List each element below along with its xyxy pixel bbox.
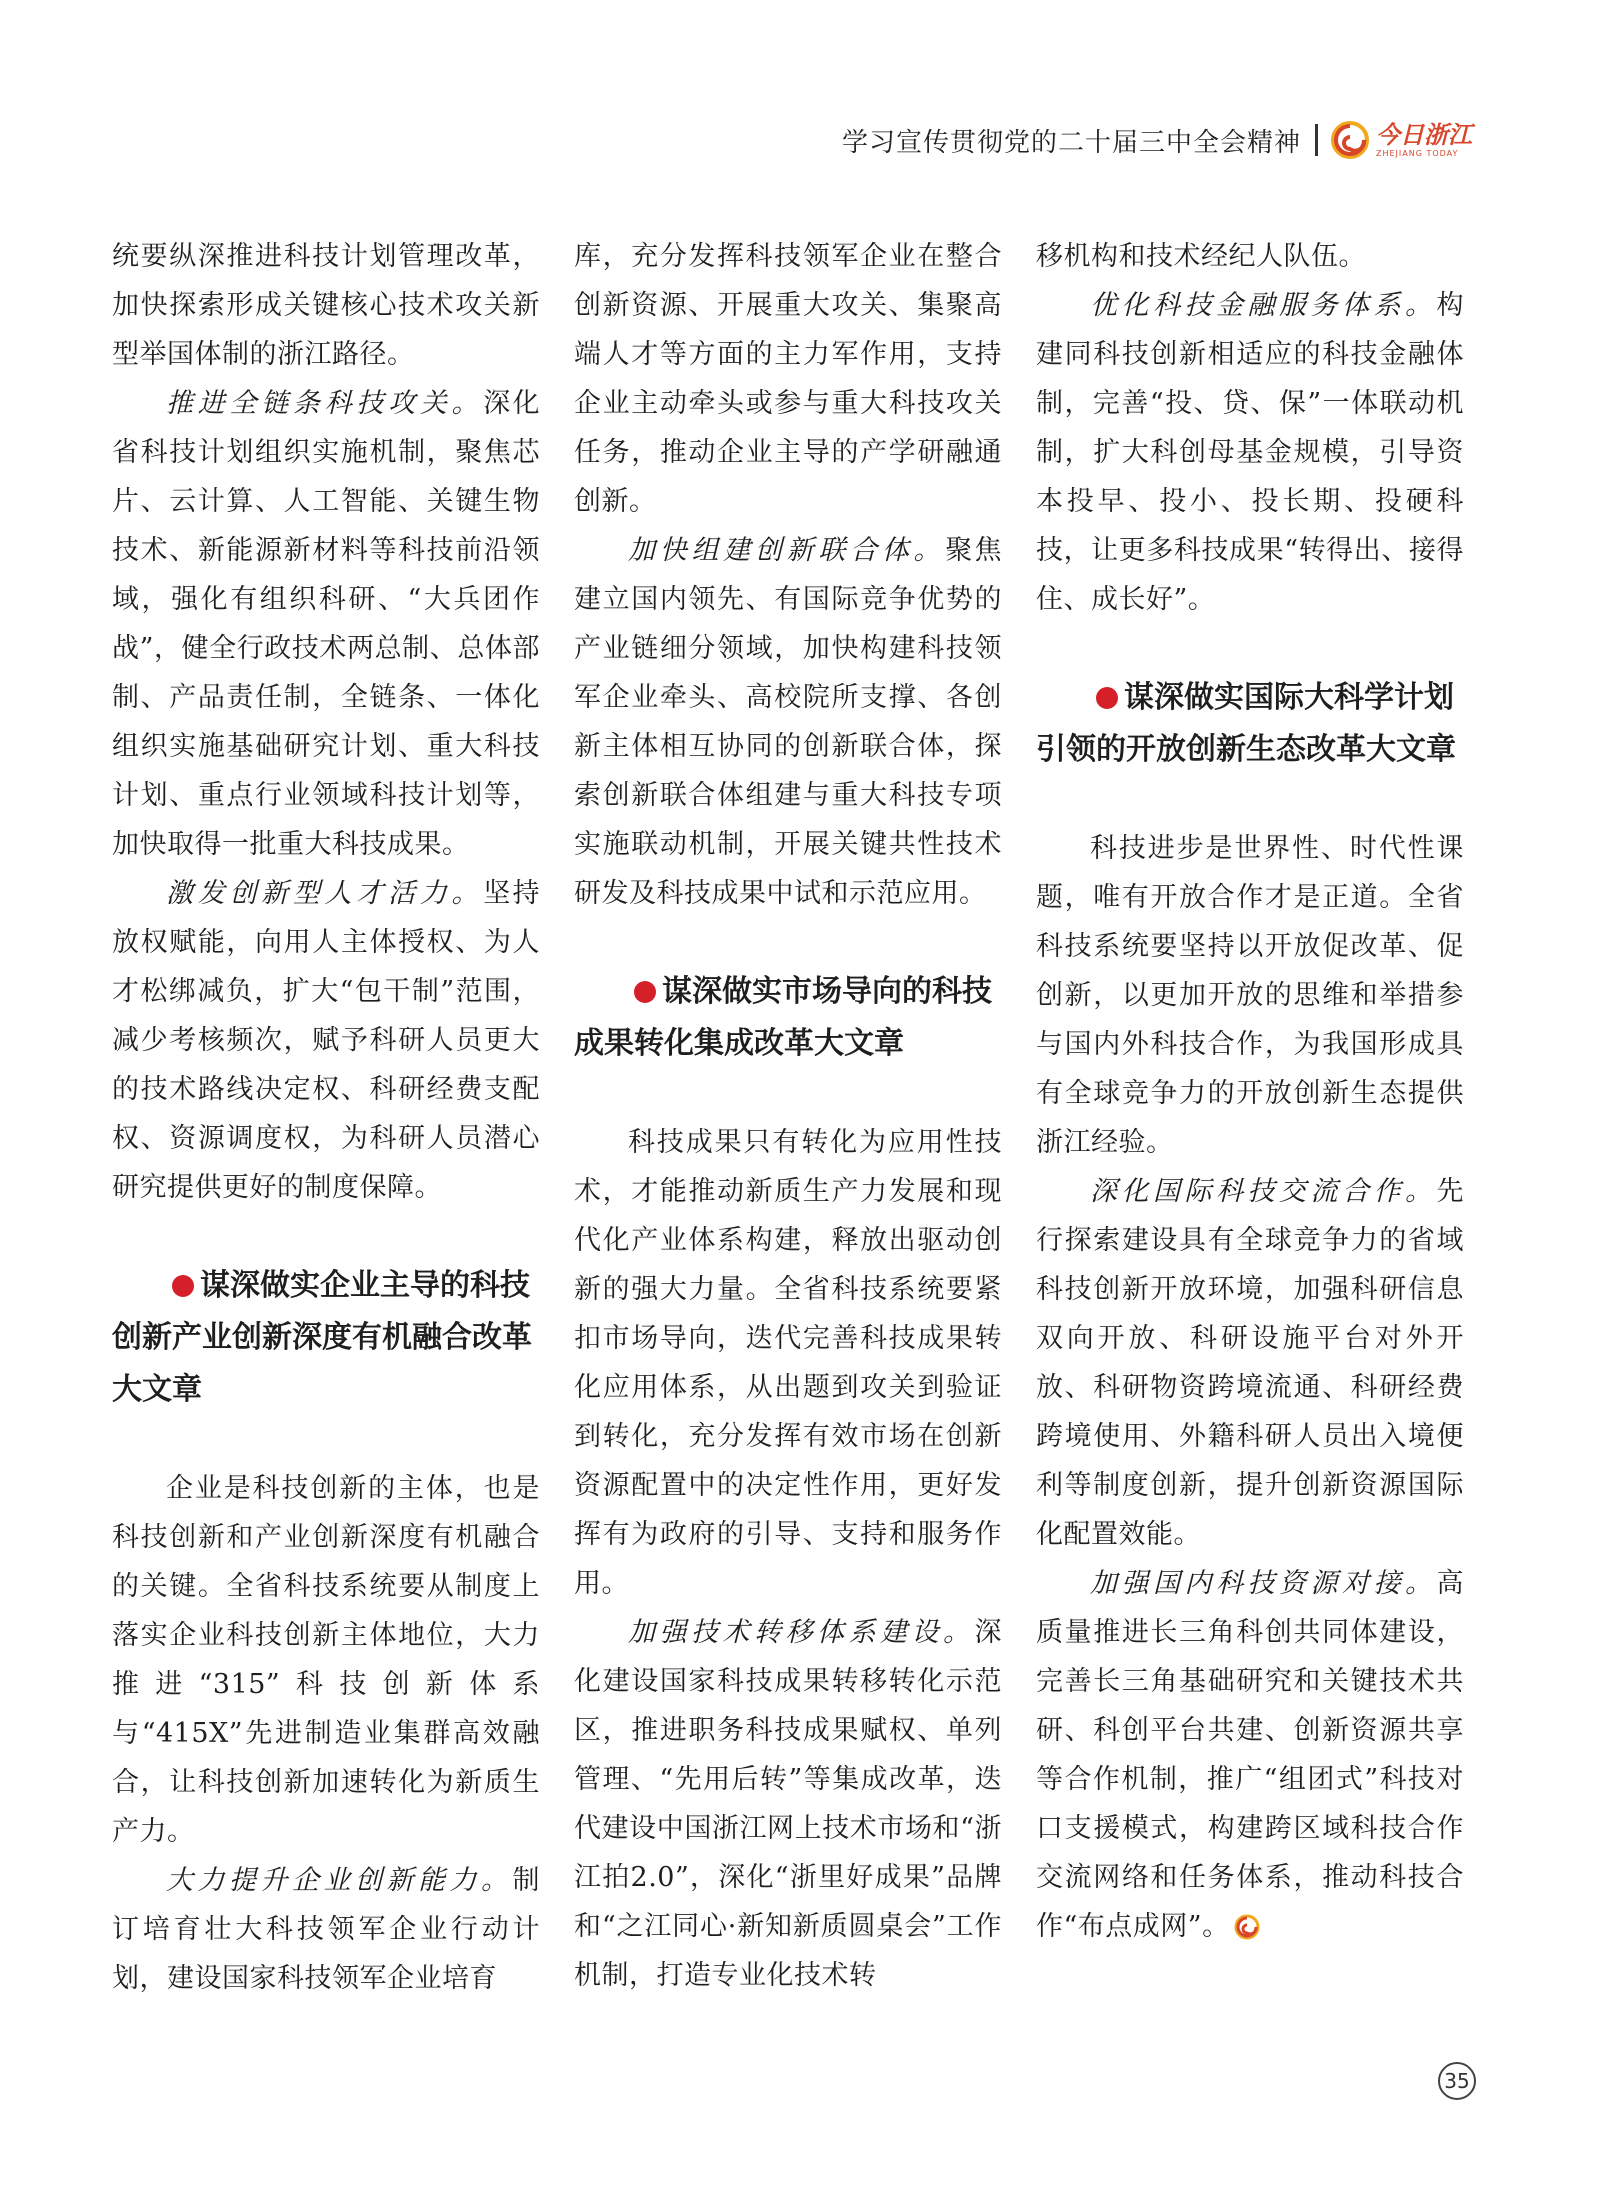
subheading-lead: 加强技术转移体系建设。: [628, 1617, 975, 1648]
section-heading-text: 谋深做实市场导向的科技成果转化集成改革大文章: [574, 974, 992, 1061]
column-3: [1036, 232, 1464, 1951]
paragraph: [112, 1856, 540, 2003]
paragraph-body: 制订培育壮大科技领军企业行动计划，建设国家科技领军企业培育: [112, 1865, 540, 1994]
subheading-lead: 大力提升企业创新能力。: [166, 1865, 513, 1896]
paragraph-body: 坚持放权赋能，向用人主体授权、为人才松绑减负，扩大“包干制”范围，减少考核频次，赋予科研人员更大的技术路线决定权、科研经费支配权、资源调度权，为科研人员潜心研究提供更好的制度保障。: [112, 878, 541, 1203]
section-heading: [1036, 672, 1464, 776]
red-bullet-icon: [1096, 687, 1118, 709]
paragraph: [574, 1608, 1002, 2000]
paragraph-body: 构建同科技创新相适应的科技金融体制，完善“投、贷、保”一体联动机制，扩大科创母基金规模，引导资本投早、投小、投长期、投硬科技，让更多科技成果“转得出、接得住、成长好”。: [1036, 290, 1464, 615]
logo-english-text: ZHEJIANG TODAY: [1376, 148, 1459, 158]
paragraph: 移机构和技术经纪人队伍。: [1036, 241, 1366, 272]
paragraph: 统要纵深推进科技计划管理改革，加快探索形成关键核心技术攻关新型举国体制的浙江路径。: [112, 241, 540, 370]
paragraph: [112, 869, 540, 1212]
subheading-lead: 加强国内科技资源对接。: [1090, 1568, 1437, 1599]
magazine-logo: [1330, 120, 1472, 160]
section-heading: [574, 966, 1002, 1070]
subheading-lead: 深化国际科技交流合作。: [1090, 1176, 1437, 1207]
subheading-lead: 推进全链条科技攻关。: [166, 388, 484, 419]
paragraph: 科技进步是世界性、时代性课题，唯有开放合作才是正道。全省科技系统要坚持以开放促改革、促创新，以更加开放的思维和举措参与国内外科技合作，为我国形成具有全球竞争力的开放创新生态提供浙江经验。: [1036, 833, 1464, 1158]
paragraph: [574, 526, 1002, 918]
header-divider: [1315, 124, 1318, 156]
paragraph: [112, 379, 540, 869]
red-bullet-icon: [172, 1275, 194, 1297]
paragraph: 科技成果只有转化为应用性技术，才能推动新质生产力发展和现代化产业体系构建，释放出驱动创新的强大力量。全省科技系统要紧扣市场导向，迭代完善科技成果转化应用体系，从出题到攻关到验证到转化，充分发挥有效市场在创新资源配置中的决定性作用，更好发挥有为政府的引导、支持和服务作用。: [574, 1127, 1002, 1599]
paragraph-body: 高质量推进长三角科创共同体建设，完善长三角基础研究和关键技术共研、科创平台共建、创新资源共享等合作机制，推广“组团式”科技对口支援模式，构建跨区域科技合作交流网络和任务体系，推动科技合作“布点成网”。: [1036, 1568, 1464, 1942]
paragraph: [1036, 1559, 1464, 1951]
section-heading-text: 谋深做实国际大科学计划引领的开放创新生态改革大文章: [1036, 680, 1456, 767]
section-heading-text: 谋深做实企业主导的科技创新产业创新深度有机融合改革大文章: [112, 1268, 532, 1407]
paragraph: [1036, 1167, 1464, 1559]
paragraph-body: 深化建设国家科技成果转移转化示范区，推进职务科技成果赋权、单列管理、“先用后转”等集成改革，迭代建设中国浙江网上技术市场和“浙江拍2.0”，深化“浙里好成果”品牌和“之江同心·新知新质圆桌会”工作机制，打造专业化技术转: [574, 1617, 1002, 1991]
page-number: 35: [1438, 2062, 1476, 2100]
header-title: 学习宣传贯彻党的二十届三中全会精神: [841, 127, 1301, 158]
page-header: [842, 116, 1472, 164]
column-2: [574, 232, 1002, 2000]
paragraph-body: 先行探索建设具有全球竞争力的省域科技创新开放环境，加强科研信息双向开放、科研设施平台对外开放、科研物资跨境流通、科研经费跨境使用、外籍科研人员出入境便利等制度创新，提升创新资源国际化配置效能。: [1036, 1176, 1464, 1550]
logo-swirl-icon: [1330, 120, 1370, 160]
column-1: [112, 232, 540, 2003]
subheading-lead: 加快组建创新联合体。: [628, 535, 946, 566]
paragraph: [1036, 281, 1464, 624]
paragraph: 企业是科技创新的主体，也是科技创新和产业创新深度有机融合的关键。全省科技系统要从制度上落实企业科技创新主体地位，大力推进“315”科技创新体系与“415X”先进制造业集群高效融合，让科技创新加速转化为新质生产力。: [112, 1473, 540, 1847]
article-end-icon: [1234, 1914, 1260, 1940]
red-bullet-icon: [634, 981, 656, 1003]
paragraph: 库，充分发挥科技领军企业在整合创新资源、开展重大攻关、集聚高端人才等方面的主力军作用，支持企业主动牵头或参与重大科技攻关任务，推动企业主导的产学研融通创新。: [574, 241, 1002, 517]
subheading-lead: 优化科技金融服务体系。: [1090, 290, 1437, 321]
paragraph-body: 聚焦建立国内领先、有国际竞争优势的产业链细分领域，加快构建科技领军企业牵头、高校院所支撑、各创新主体相互协同的创新联合体，探索创新联合体组建与重大科技专项实施联动机制，开展关键共性技术研发及科技成果中试和示范应用。: [574, 535, 1003, 909]
section-heading: [112, 1260, 540, 1416]
paragraph-body: 深化省科技计划组织实施机制，聚焦芯片、云计算、人工智能、关键生物技术、新能源新材料等科技前沿领域，强化有组织科研、“大兵团作战”，健全行政技术两总制、总体部制、产品责任制，全链条、一体化组织实施基础研究计划、重大科技计划、重点行业领域科技计划等，加快取得一批重大科技成果。: [112, 388, 541, 860]
subheading-lead: 激发创新型人才活力。: [166, 878, 484, 909]
logo-chinese-text: 今日浙江: [1376, 119, 1472, 149]
